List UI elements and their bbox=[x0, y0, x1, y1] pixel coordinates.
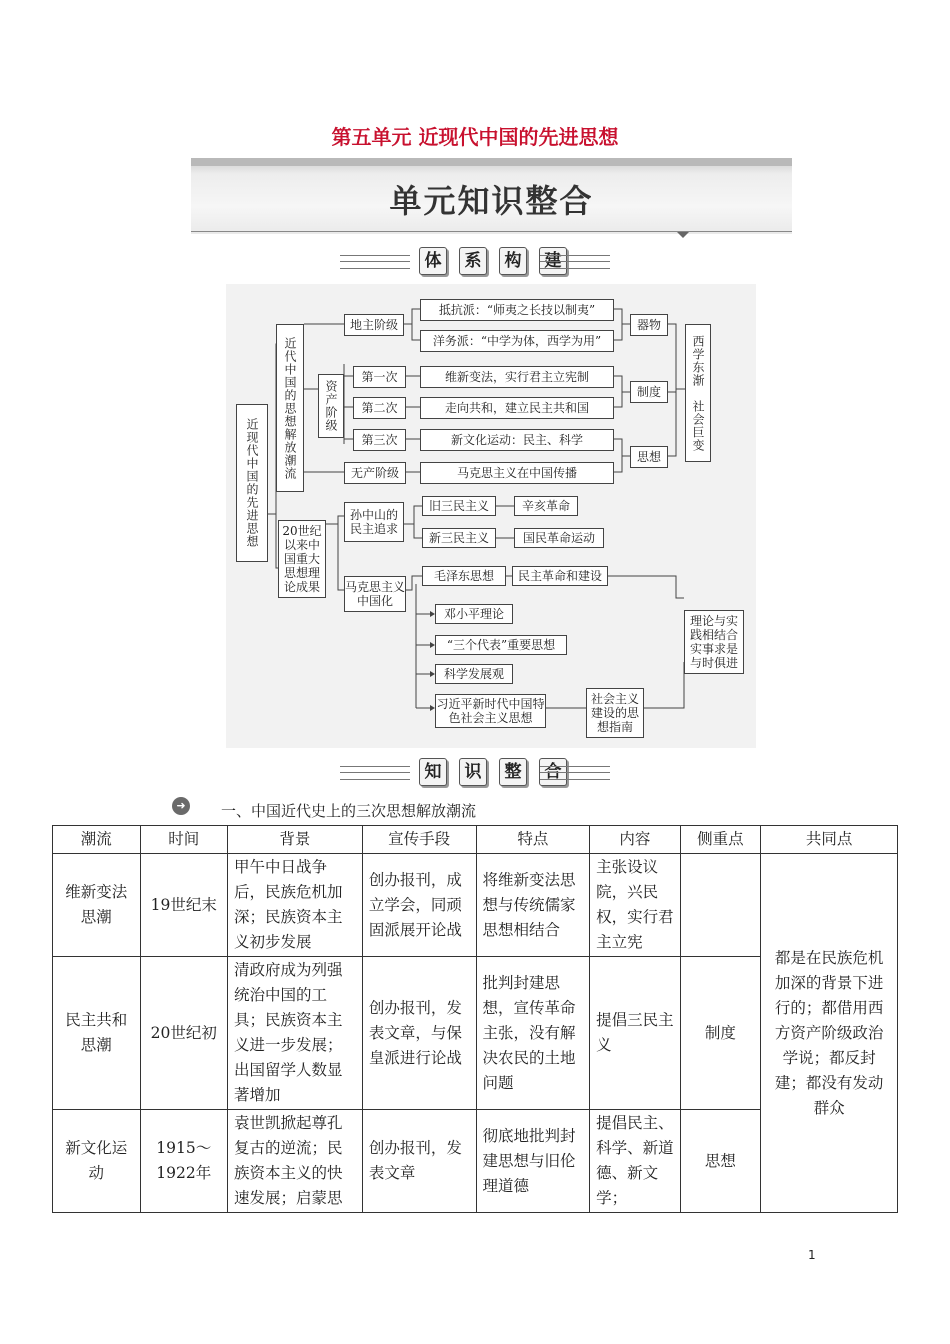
heading-char: 整 bbox=[499, 758, 527, 786]
node-sixiang: 思想 bbox=[630, 446, 668, 468]
node-xin: 新三民主义 bbox=[422, 528, 496, 548]
node-makesi-chuanbo: 马克思主义在中国传播 bbox=[420, 462, 614, 484]
node-branch1: 近代中国的思想解放潮流 bbox=[276, 324, 304, 492]
node-sun: 孙中山的民主追求 bbox=[344, 502, 404, 542]
node-xinhai: 辛亥革命 bbox=[514, 496, 578, 516]
node-di3: 第三次 bbox=[353, 429, 406, 451]
table-cell: 19世纪末 bbox=[140, 854, 228, 957]
table-cell: 制度 bbox=[680, 957, 760, 1110]
knowledge-structure-diagram bbox=[226, 284, 756, 748]
table-cell: 新文化运动 bbox=[53, 1110, 141, 1213]
node-zhidu: 制度 bbox=[630, 381, 668, 403]
node-mazhong: 马克思主义中国化 bbox=[344, 576, 406, 612]
banner-triangle-icon bbox=[677, 232, 689, 238]
node-yangwu: 洋务派：“中学为体，西学为用” bbox=[420, 330, 614, 352]
node-xi: 习近平新时代中国特色社会主义思想 bbox=[435, 694, 546, 728]
page-number: 1 bbox=[808, 1248, 816, 1262]
node-kexue: 科学发展观 bbox=[435, 664, 513, 684]
banner-divider bbox=[191, 231, 792, 232]
node-xixue: 西学东渐 社会巨变 bbox=[685, 324, 711, 462]
header-cell: 内容 bbox=[590, 826, 681, 854]
node-di2: 第二次 bbox=[353, 397, 406, 419]
node-lilun: 理论与实践相结合实事求是与时俱进 bbox=[684, 610, 744, 674]
table-cell: 创办报刊，发表文章，与保皇派进行论战 bbox=[362, 957, 476, 1110]
header-cell: 潮流 bbox=[53, 826, 141, 854]
table-cell: 袁世凯掀起尊孔复古的逆流；民族资本主义的快速发展；启蒙思 bbox=[228, 1110, 363, 1213]
node-deng: 邓小平理论 bbox=[435, 604, 513, 624]
header-cell: 背景 bbox=[228, 826, 363, 854]
heading-char: 知 bbox=[419, 758, 447, 786]
heading-char: 系 bbox=[459, 247, 487, 275]
header-cell: 时间 bbox=[140, 826, 228, 854]
heading-char: 体 bbox=[419, 247, 447, 275]
node-branch2: 20世纪以来中国重大思想理论成果 bbox=[278, 520, 326, 598]
heading-rule-right bbox=[540, 766, 610, 780]
unit-banner bbox=[191, 158, 792, 234]
header-cell: 特点 bbox=[476, 826, 590, 854]
heading-rule-left bbox=[340, 255, 410, 269]
table-cell bbox=[680, 854, 760, 957]
header-cell: 侧重点 bbox=[680, 826, 760, 854]
table-cell: 提倡民主、科学、新道德、新文学； bbox=[590, 1110, 681, 1213]
arrow-right-icon: ➜ bbox=[172, 797, 190, 815]
table-cell: 民主共和思潮 bbox=[53, 957, 141, 1110]
table-cell: 提倡三民主义 bbox=[590, 957, 681, 1110]
node-zouxiang: 走向共和，建立民主共和国 bbox=[420, 397, 614, 419]
node-qiwu: 器物 bbox=[630, 314, 668, 336]
table-cell: 批判封建思想，宣传革命主张，没有解决农民的土地问题 bbox=[476, 957, 590, 1110]
table-cell: 甲午中日战争后，民族危机加深；民族资本主义初步发展 bbox=[228, 854, 363, 957]
table-cell: 创办报刊，发表文章 bbox=[362, 1110, 476, 1213]
header-cell: 宣传手段 bbox=[362, 826, 476, 854]
heading-char: 建 bbox=[539, 247, 567, 275]
node-jiu: 旧三民主义 bbox=[422, 496, 496, 516]
common-points-cell: 都是在民族危机加深的背景下进行的；都借用西方资产阶级政治学说；都反封建；都没有发动群众 bbox=[761, 854, 898, 1213]
node-shehui: 社会主义建设的思想指南 bbox=[586, 688, 644, 738]
node-di1: 第一次 bbox=[353, 366, 406, 388]
table-cell: 创办报刊，成立学会，同顽固派展开论战 bbox=[362, 854, 476, 957]
section-heading-tixi bbox=[340, 247, 610, 277]
table-cell: 将维新变法思想与传统儒家思想相结合 bbox=[476, 854, 590, 957]
node-root: 近现代中国的先进思想 bbox=[236, 404, 268, 562]
table-cell: 主张设议院，兴民权，实行君主立宪 bbox=[590, 854, 681, 957]
node-wuchan: 无产阶级 bbox=[344, 462, 406, 484]
table-cell: 维新变法思潮 bbox=[53, 854, 141, 957]
table-cell: 思想 bbox=[680, 1110, 760, 1213]
table-cell: 20世纪初 bbox=[140, 957, 228, 1110]
node-guomin: 国民革命运动 bbox=[514, 528, 604, 548]
table-header-row bbox=[53, 826, 898, 854]
node-sange: “三个代表”重要思想 bbox=[435, 635, 567, 655]
subheading: 一、中国近代史上的三次思想解放潮流 bbox=[221, 802, 477, 820]
table-cell: 彻底地批判封建思想与旧伦理道德 bbox=[476, 1110, 590, 1213]
section-heading-zhishi bbox=[340, 758, 610, 788]
table-cell: 1915～1922年 bbox=[140, 1110, 228, 1213]
heading-rule-left bbox=[340, 766, 410, 780]
heading-char: 识 bbox=[459, 758, 487, 786]
heading-char: 合 bbox=[539, 758, 567, 786]
node-xinwenhua: 新文化运动：民主、科学 bbox=[420, 429, 614, 451]
heading-rule-right bbox=[540, 255, 610, 269]
node-minzhu: 民主革命和建设 bbox=[512, 566, 608, 586]
header-cell: 共同点 bbox=[761, 826, 898, 854]
node-dizhu: 地主阶级 bbox=[344, 314, 404, 336]
banner-title: 单元知识整合 bbox=[389, 182, 594, 220]
node-mao: 毛泽东思想 bbox=[422, 566, 506, 586]
node-zichan: 资产阶级 bbox=[318, 374, 344, 438]
page-title: 第五单元 近现代中国的先进思想 bbox=[331, 125, 619, 149]
table-row bbox=[53, 854, 898, 957]
table-cell: 清政府成为列强统治中国的工具；民族资本主义进一步发展；出国留学人数显著增加 bbox=[228, 957, 363, 1110]
comparison-table bbox=[52, 825, 898, 1213]
node-weixin: 维新变法，实行君主立宪制 bbox=[420, 366, 614, 388]
node-dikang: 抵抗派：“师夷之长技以制夷” bbox=[420, 299, 614, 321]
heading-char: 构 bbox=[499, 247, 527, 275]
